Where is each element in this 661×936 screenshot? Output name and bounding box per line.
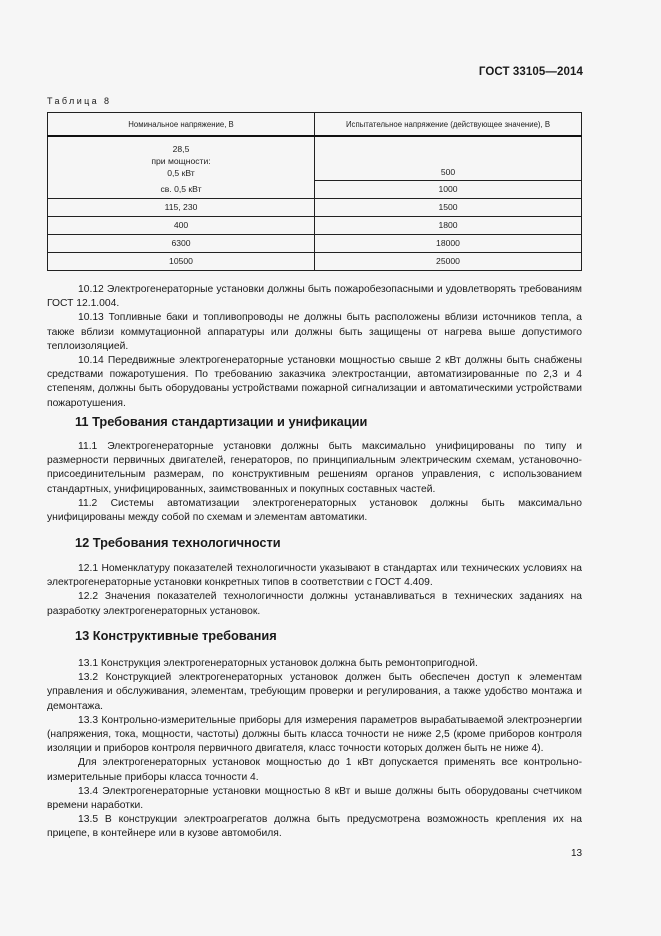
paragraph-13-2: 13.2 Конструкцией электрогенераторных установок должен быть обеспечен доступ к элементам управления и обслуживания, элементам, требующим проверки и регулирования, а также удобство монтажа и демонтажа.: [47, 672, 582, 712]
paragraph-12-1: 12.1 Номенклатуру показателей технологичности указывают в стандартах или технических условиях на электрогенераторные установки конкретных типов в соответствии с ГОСТ 4.409.: [47, 563, 582, 589]
table-row: [48, 234, 582, 252]
voltage-table: [47, 112, 582, 271]
section-10-paragraphs: [47, 283, 582, 411]
paragraph-12-2: 12.2 Значения показателей технологичности должны устанавливаться в технических заданиях на разработку электрогенераторных установок.: [47, 591, 582, 617]
table-cell: [315, 180, 582, 198]
table-cell: 6300: [48, 234, 315, 252]
paragraph-10-12: 10.12 Электрогенераторные установки должны быть пожаробезопасными и удовлетворять требованиям ГОСТ 12.1.004.: [47, 284, 582, 310]
paragraph-13-3: 13.3 Контрольно-измерительные приборы для измерения параметров вырабатываемой электроэнергии (напряжения, тока, мощности, частоты) должны быть класса точности не ниже 2,5 (кроме приборов контроля изоляции и приборов контроля первичного двигателя, класс точности которых должен быть не ниже 4).: [47, 714, 582, 755]
column-header-nominal: Номинальное напряжение, В: [48, 113, 315, 137]
table-cell: 1500: [315, 198, 582, 216]
cell-line: при мощности:: [151, 156, 211, 166]
table-row: [48, 216, 582, 234]
paragraph-13-4: 13.4 Электрогенераторные установки мощностью 8 кВт и выше должны быть оборудованы счетчиком времени наработки.: [47, 785, 582, 812]
document-code: ГОСТ 33105—2014: [478, 66, 583, 78]
table-cell: [48, 136, 315, 180]
table-cell: 1800: [315, 216, 582, 234]
table-row: [48, 252, 582, 270]
table-cell: 25000: [315, 252, 582, 270]
cell-line: 28,5: [172, 144, 190, 154]
cell-line: 0,5 кВт: [167, 168, 195, 178]
paragraph-13-1: 13.1 Конструкция электрогенераторных установок должна быть ремонтопригодной.: [78, 658, 478, 669]
section-12-paragraphs: [47, 562, 582, 619]
paragraph-13-5: 13.5 В конструкции электроагрегатов должна быть предусмотрена возможность крепления их на прицепе, в контейнере или в кузове автомобиля.: [47, 814, 582, 840]
section-11-heading: 11 Требования стандартизации и унификации: [75, 414, 368, 429]
paragraph-10-14: 10.14 Передвижные электрогенераторные установки мощностью свыше 2 кВт должны быть снабжены средствами пожаротушения. По требованию заказчика электростанции, автоматизированные по 2,3 и 4 степеням, должны быть оборудованы устройствами пожарной сигнализации и автоматическими устройствами пожаротушения.: [47, 355, 582, 409]
section-12-heading: 12 Требования технологичности: [75, 535, 281, 550]
table-cell: 18000: [315, 234, 582, 252]
column-header-test: Испытательное напряжение (действующее значение), В: [315, 113, 582, 137]
table-cell: 400: [48, 216, 315, 234]
section-13-heading: 13 Конструктивные требования: [75, 628, 277, 643]
paragraph-10-13: 10.13 Топливные баки и топливопроводы не должны быть расположены вблизи источников тепла, а также вблизи коммутационной аппаратуры или должны быть защищены от нагрева выше допустимого теплоизоляцией.: [47, 312, 582, 352]
table-cell: 10500: [48, 252, 315, 270]
table-caption: Таблица 8: [47, 96, 112, 106]
section-13-paragraphs: [47, 657, 582, 842]
paragraph-11-2: 11.2 Системы автоматизации электрогенераторных установок должны быть максимально унифицированы между собой по схемам и элементам автоматики.: [47, 497, 582, 524]
paragraph-13-3-note: Для электрогенераторных установок мощностью до 1 кВт допускается применять все контрольно-измерительные приборы класса точности 4.: [47, 757, 582, 783]
section-11-paragraphs: [47, 440, 582, 525]
table-cell: 115, 230: [48, 198, 315, 216]
table-cell: [48, 180, 315, 198]
table-row: [48, 198, 582, 216]
cell-value: 1000: [438, 184, 458, 194]
cell-value: св. 0,5 кВт: [160, 183, 202, 194]
table-cell: [315, 136, 582, 180]
page-number: 13: [571, 848, 583, 859]
paragraph-11-1: 11.1 Электрогенераторные установки должны быть максимально унифицированы по типу и размерности первичных двигателей, генераторов, по принципиальным электрическим схемам, установочно-присоединительным размерам, по конструктивным решениям органов управления, с использованием стандартных, унифицированных, заимствованных и покупных составных частей.: [47, 441, 582, 495]
cell-value: 500: [440, 166, 456, 177]
